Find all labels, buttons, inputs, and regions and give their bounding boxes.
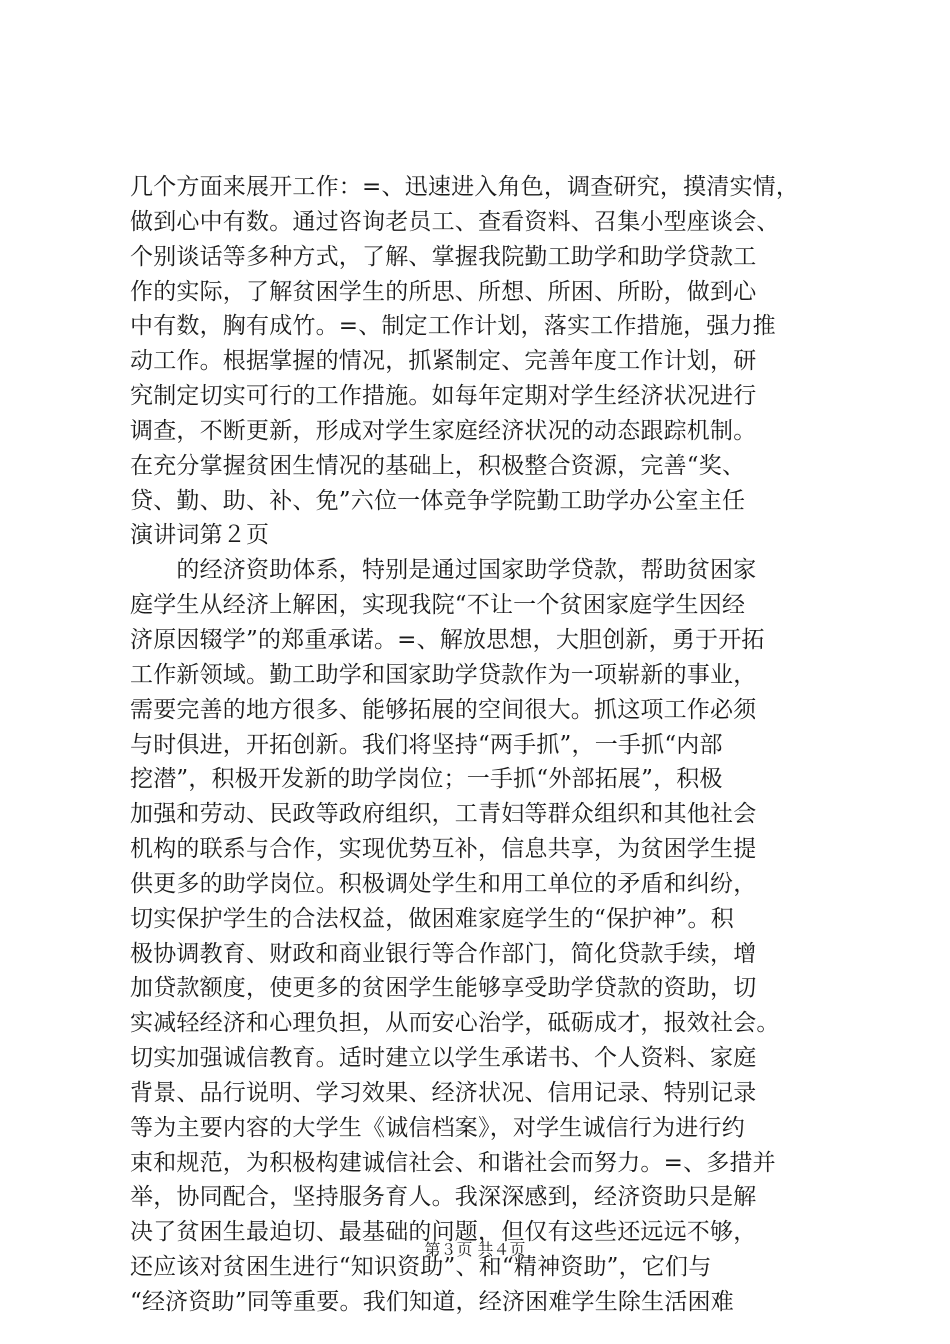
text-line: 实减轻经济和心理负担，从而安心治学，砥砺成才，报效社会。 <box>130 1010 780 1037</box>
text-line: 等为主要内容的大学生《诚信档案》，对学生诚信行为进行约 <box>130 1114 745 1141</box>
text-line: 举，协同配合，坚持服务育人。我深深感到，经济资助只是解 <box>130 1184 757 1211</box>
text-line: 切实加强诚信教育。适时建立以学生承诺书、个人资料、家庭 <box>130 1045 757 1072</box>
text-line: 究制定切实可行的工作措施。如每年定期对学生经济状况进行 <box>130 383 757 410</box>
text-line: 个别谈话等多种方式，了解、掌握我院勤工助学和助学贷款工 <box>130 243 757 270</box>
text-line: 加强和劳动、民政等政府组织，工青妇等群众组织和其他社会 <box>130 801 757 828</box>
text-line: 挖潜”，积极开发新的助学岗位；一手抓“外部拓展”，积极 <box>130 766 723 793</box>
text-line: 还应该对贫困生进行“知识资助”、和“精神资助”，它们与 <box>130 1254 712 1281</box>
text-line: 几个方面来展开工作：=、迅速进入角色，调查研究，摸清实情， <box>130 174 800 200</box>
text-line: 切实保护学生的合法权益，做困难家庭学生的“保护神”。积 <box>130 905 734 932</box>
page-footer: 第３页 共４页 <box>424 1240 526 1259</box>
text-line: 与时俱进，开拓创新。我们将坚持“两手抓”，一手抓“内部 <box>130 731 723 758</box>
text-line: 在充分掌握贫困生情况的基础上，积极整合资源，完善“奖、 <box>130 452 746 479</box>
text-line: 束和规范，为积极构建诚信社会、和谐社会而努力。=、多措并 <box>130 1149 776 1176</box>
text-line: 济原因辍学”的郑重承诺。=、解放思想，大胆创新，勇于开拓 <box>130 626 765 653</box>
text-line: 的经济资助体系，特别是通过国家助学贷款，帮助贫困家 <box>130 557 757 584</box>
text-line: 极协调教育、财政和商业银行等合作部门，简化贷款手续，增 <box>130 940 757 967</box>
text-line: 背景、品行说明、学习效果、经济状况、信用记录、特别记录 <box>130 1079 757 1106</box>
text-line: 中有数，胸有成竹。=、制定工作计划，落实工作措施，强力推 <box>130 313 776 340</box>
text-line: “经济资助”同等重要。我们知道，经济困难学生除生活困难 <box>130 1289 734 1315</box>
text-line: 工作新领域。勤工助学和国家助学贷款作为一项崭新的事业， <box>130 661 757 688</box>
text-line: 动工作。根据掌握的情况，抓紧制定、完善年度工作计划，研 <box>130 348 757 375</box>
body-text <box>130 170 830 1320</box>
text-line: 贷、勤、助、补、免”六位一体竞争学院勤工助学办公室主任 <box>130 487 746 514</box>
text-line: 庭学生从经济上解困，实现我院“不让一个贫困家庭学生因经 <box>130 592 746 619</box>
text-line: 调查，不断更新，形成对学生家庭经济状况的动态跟踪机制。 <box>130 417 757 444</box>
text-line: 机构的联系与合作，实现优势互补，信息共享，为贫困学生提 <box>130 836 757 863</box>
text-line: 做到心中有数。通过咨询老员工、查看资料、召集小型座谈会、 <box>130 208 780 235</box>
text-line: 供更多的助学岗位。积极调处学生和用工单位的矛盾和纠纷， <box>130 870 757 897</box>
text-line: 加贷款额度，使更多的贫困学生能够享受助学贷款的资助，切 <box>130 975 757 1002</box>
text-line: 作的实际，了解贫困学生的所思、所想、所困、所盼，做到心 <box>130 278 757 305</box>
text-line: 演讲词第２页 <box>130 522 270 549</box>
text-line: 决了贫困生最迫切、最基础的问题，但仅有这些还远远不够， <box>130 1219 757 1246</box>
text-line: 需要完善的地方很多、能够拓展的空间很大。抓这项工作必须 <box>130 696 757 723</box>
